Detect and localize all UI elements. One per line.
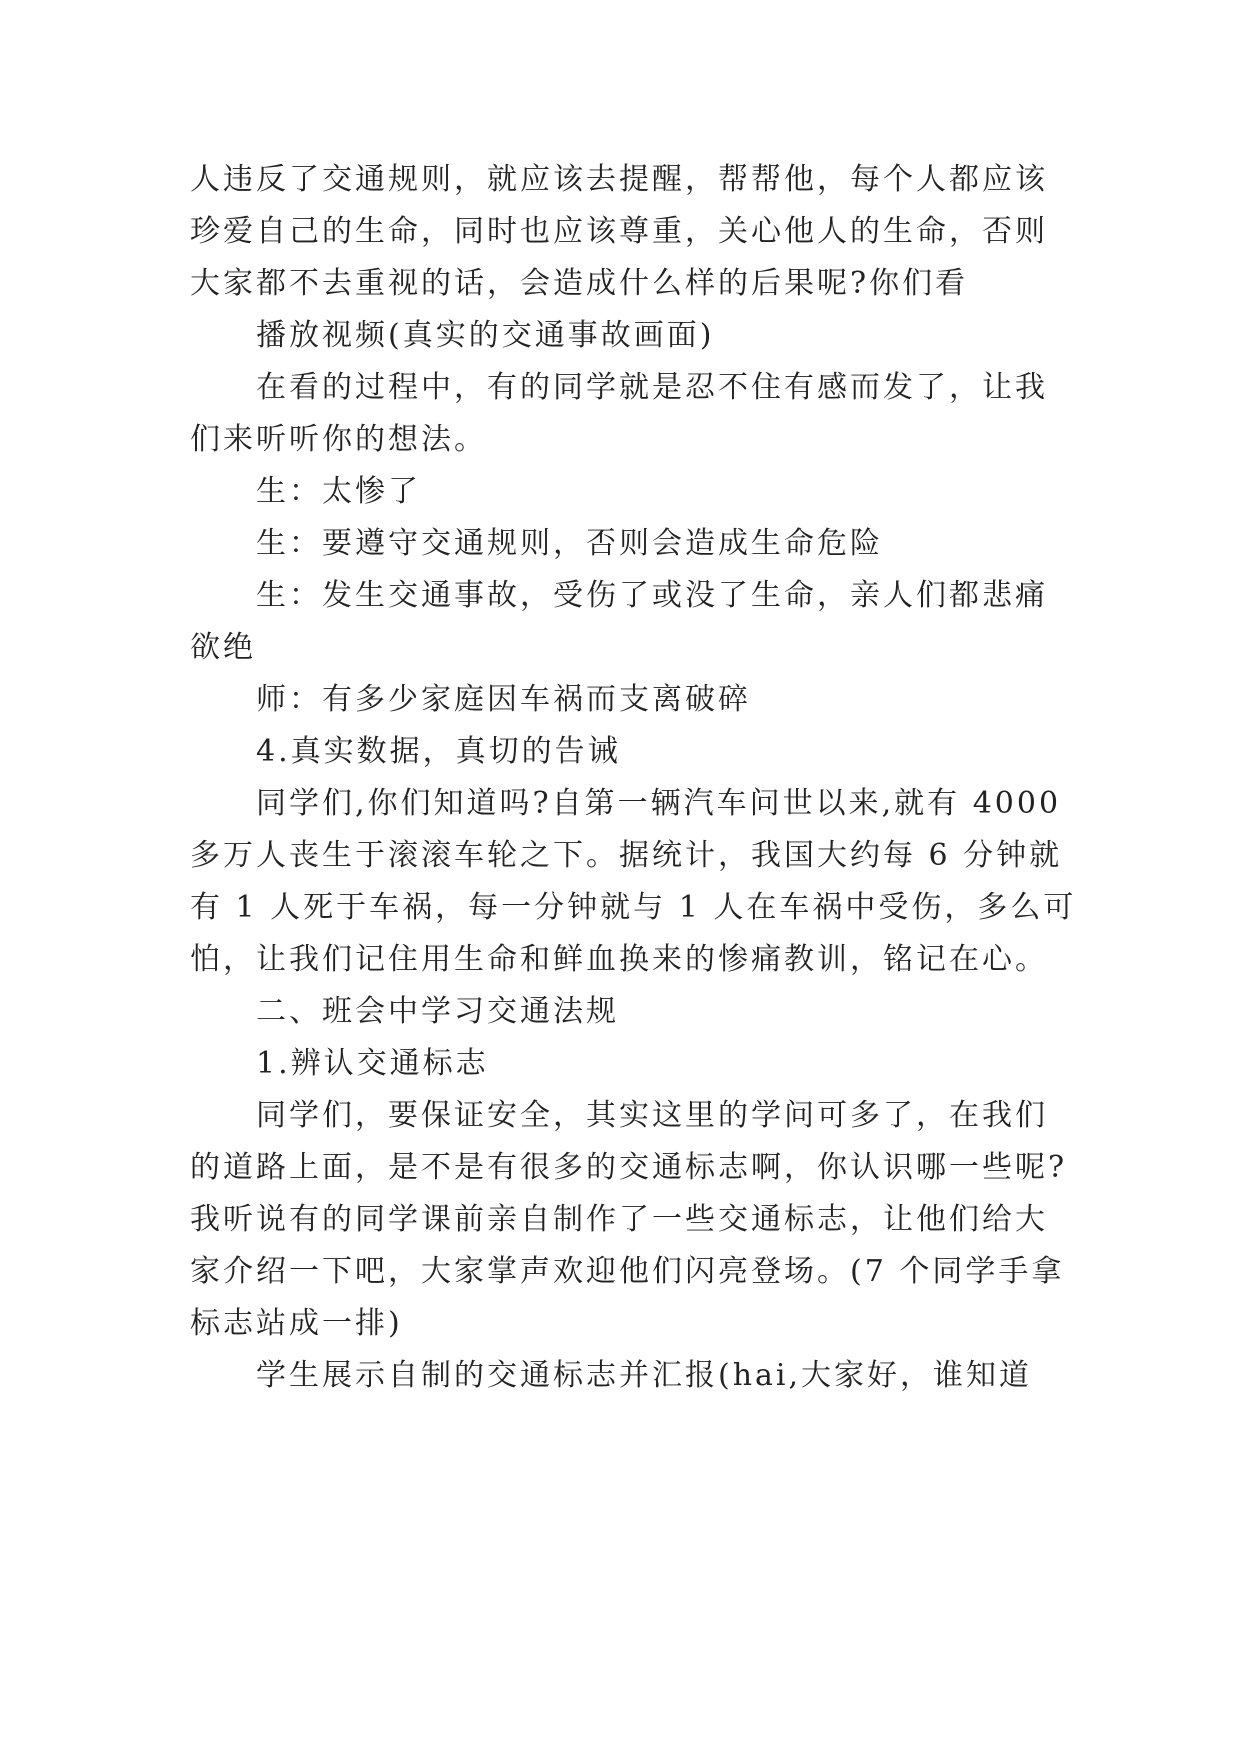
text-line: 二、班会中学习交通法规 — [256, 994, 619, 1029]
text-line: 同学们，要保证安全，其实这里的学问可多了，在我们 — [256, 1098, 1048, 1133]
text-line: 珍爱自己的生命，同时也应该尊重，关心他人的生命，否则 — [190, 214, 1048, 249]
text-line: 生：太惨了 — [256, 474, 421, 509]
text-line: 1.辨认交通标志 — [256, 1046, 489, 1081]
text-line: 我听说有的同学课前亲自制作了一些交通标志，让他们给大 — [190, 1202, 1048, 1237]
text-line: 同学们,你们知道吗?自第一辆汽车问世以来,就有 4000 — [256, 786, 1062, 821]
text-line: 们来听听你的想法。 — [190, 422, 487, 457]
text-line: 生：发生交通事故，受伤了或没了生命，亲人们都悲痛 — [256, 578, 1048, 613]
text-line: 人违反了交通规则，就应该去提醒，帮帮他，每个人都应该 — [190, 162, 1048, 197]
text-line: 大家都不去重视的话，会造成什么样的后果呢?你们看 — [190, 266, 969, 301]
text-line: 多万人丧生于滚滚车轮之下。据统计，我国大约每 6 分钟就 — [190, 838, 1063, 873]
text-line: 生：要遵守交通规则，否则会造成生命危险 — [256, 526, 883, 561]
text-line: 在看的过程中，有的同学就是忍不住有感而发了，让我 — [256, 370, 1048, 405]
text-line: 师：有多少家庭因车祸而支离破碎 — [256, 682, 751, 717]
text-line: 4.真实数据，真切的告诫 — [256, 734, 621, 769]
text-line: 家介绍一下吧，大家掌声欢迎他们闪亮登场。(7 个同学手拿 — [190, 1254, 1065, 1289]
text-line: 怕，让我们记住用生命和鲜血换来的惨痛教训，铭记在心。 — [190, 942, 1048, 977]
text-line: 的道路上面，是不是有很多的交通标志啊，你认识哪一些呢? — [190, 1150, 1068, 1185]
text-line: 标志站成一排) — [190, 1306, 403, 1341]
text-line: 学生展示自制的交通标志并汇报(hai,大家好，谁知道 — [256, 1358, 1033, 1393]
text-line: 欲绝 — [190, 630, 256, 665]
text-line: 有 1 人死于车祸，每一分钟就与 1 人在车祸中受伤，多么可 — [190, 890, 1077, 925]
text-line: 播放视频(真实的交通事故画面) — [256, 318, 715, 353]
